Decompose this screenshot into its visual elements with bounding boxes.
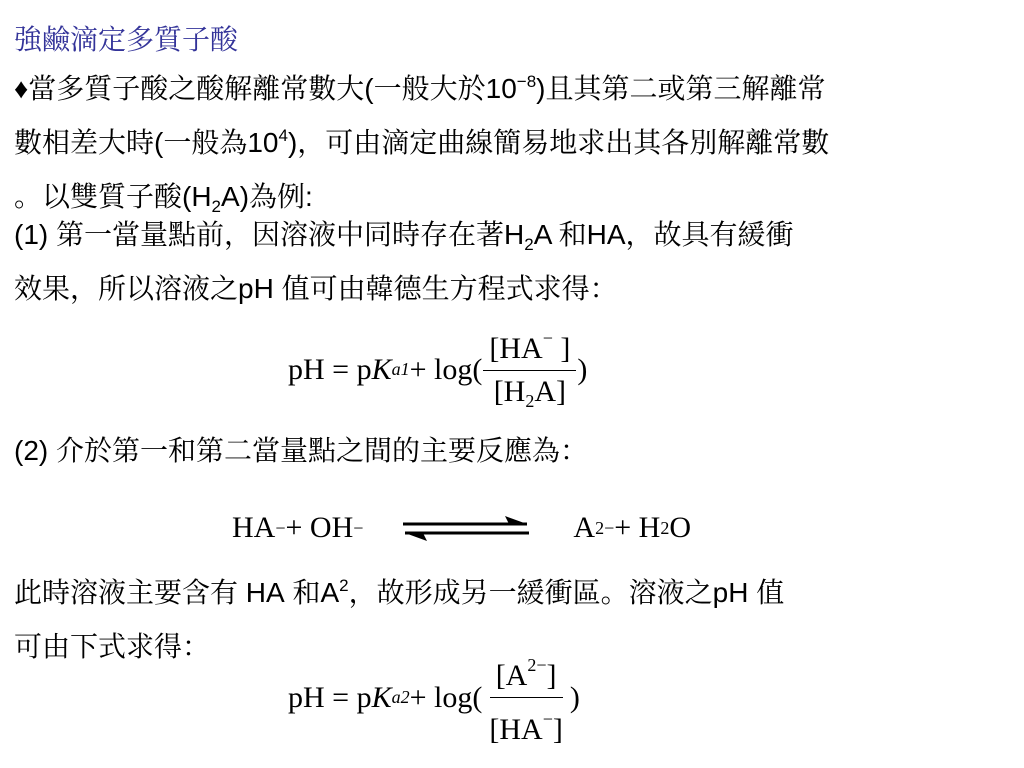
step1-line-1: (1) 第一當量點前，因溶液中同時存在著$H_2A$ 和HA，故具有緩衝 [14,219,794,254]
step1-paragraph [14,208,1014,316]
buffer-line-1: 此時溶液主要含有 HA 和$A^2$，故形成另一緩衝區。溶液之pH 值 [14,576,785,608]
intro-line-3: 。以雙質子酸$(H_2A)$為例: [14,181,313,216]
fraction-numerator: $[A^{2-}]$ [490,647,563,698]
intro-line-1: ♦當多質子酸之酸解離常數大(一般大於$10^{-8}$)且其第二或第三解離常 [14,72,826,104]
fraction [483,647,568,748]
reaction-equation: HA − + OH − A 2− + H 2 O [232,511,691,544]
fraction [483,320,576,419]
equilibrium-arrow-icon [401,513,531,543]
buffer-line-2: 可由下式求得： [14,631,211,662]
fraction-numerator: [HA− ] [483,320,576,371]
slide-title: 強鹼滴定多質子酸 [14,24,239,55]
step1-line-2: 效果，所以溶液之pH 值可由韓德生方程式求得： [14,273,618,304]
intro-paragraph [14,62,1014,224]
diamond-bullet-icon: ♦ [14,73,29,104]
intro-line-2: 數相差大時(一般為$10^4$)，可由滴定曲線簡易地求出其各別解離常數 [14,126,830,158]
fraction-denominator: $[H_2A]$ [493,375,566,411]
fraction-denominator: [HA−] [489,709,563,746]
henderson-equation-1: pH = p K a1 + log( $\frac{[HA^- ]}{[H_2A]}$ ) [288,322,688,417]
step2-paragraph: (2) 介於第一和第二當量點之間的主要反應為： [14,435,589,466]
henderson-equation-2: pH = p K a2 + log( $\frac{[A^{2-}]}{[HA^-]}$ ) [288,650,688,745]
